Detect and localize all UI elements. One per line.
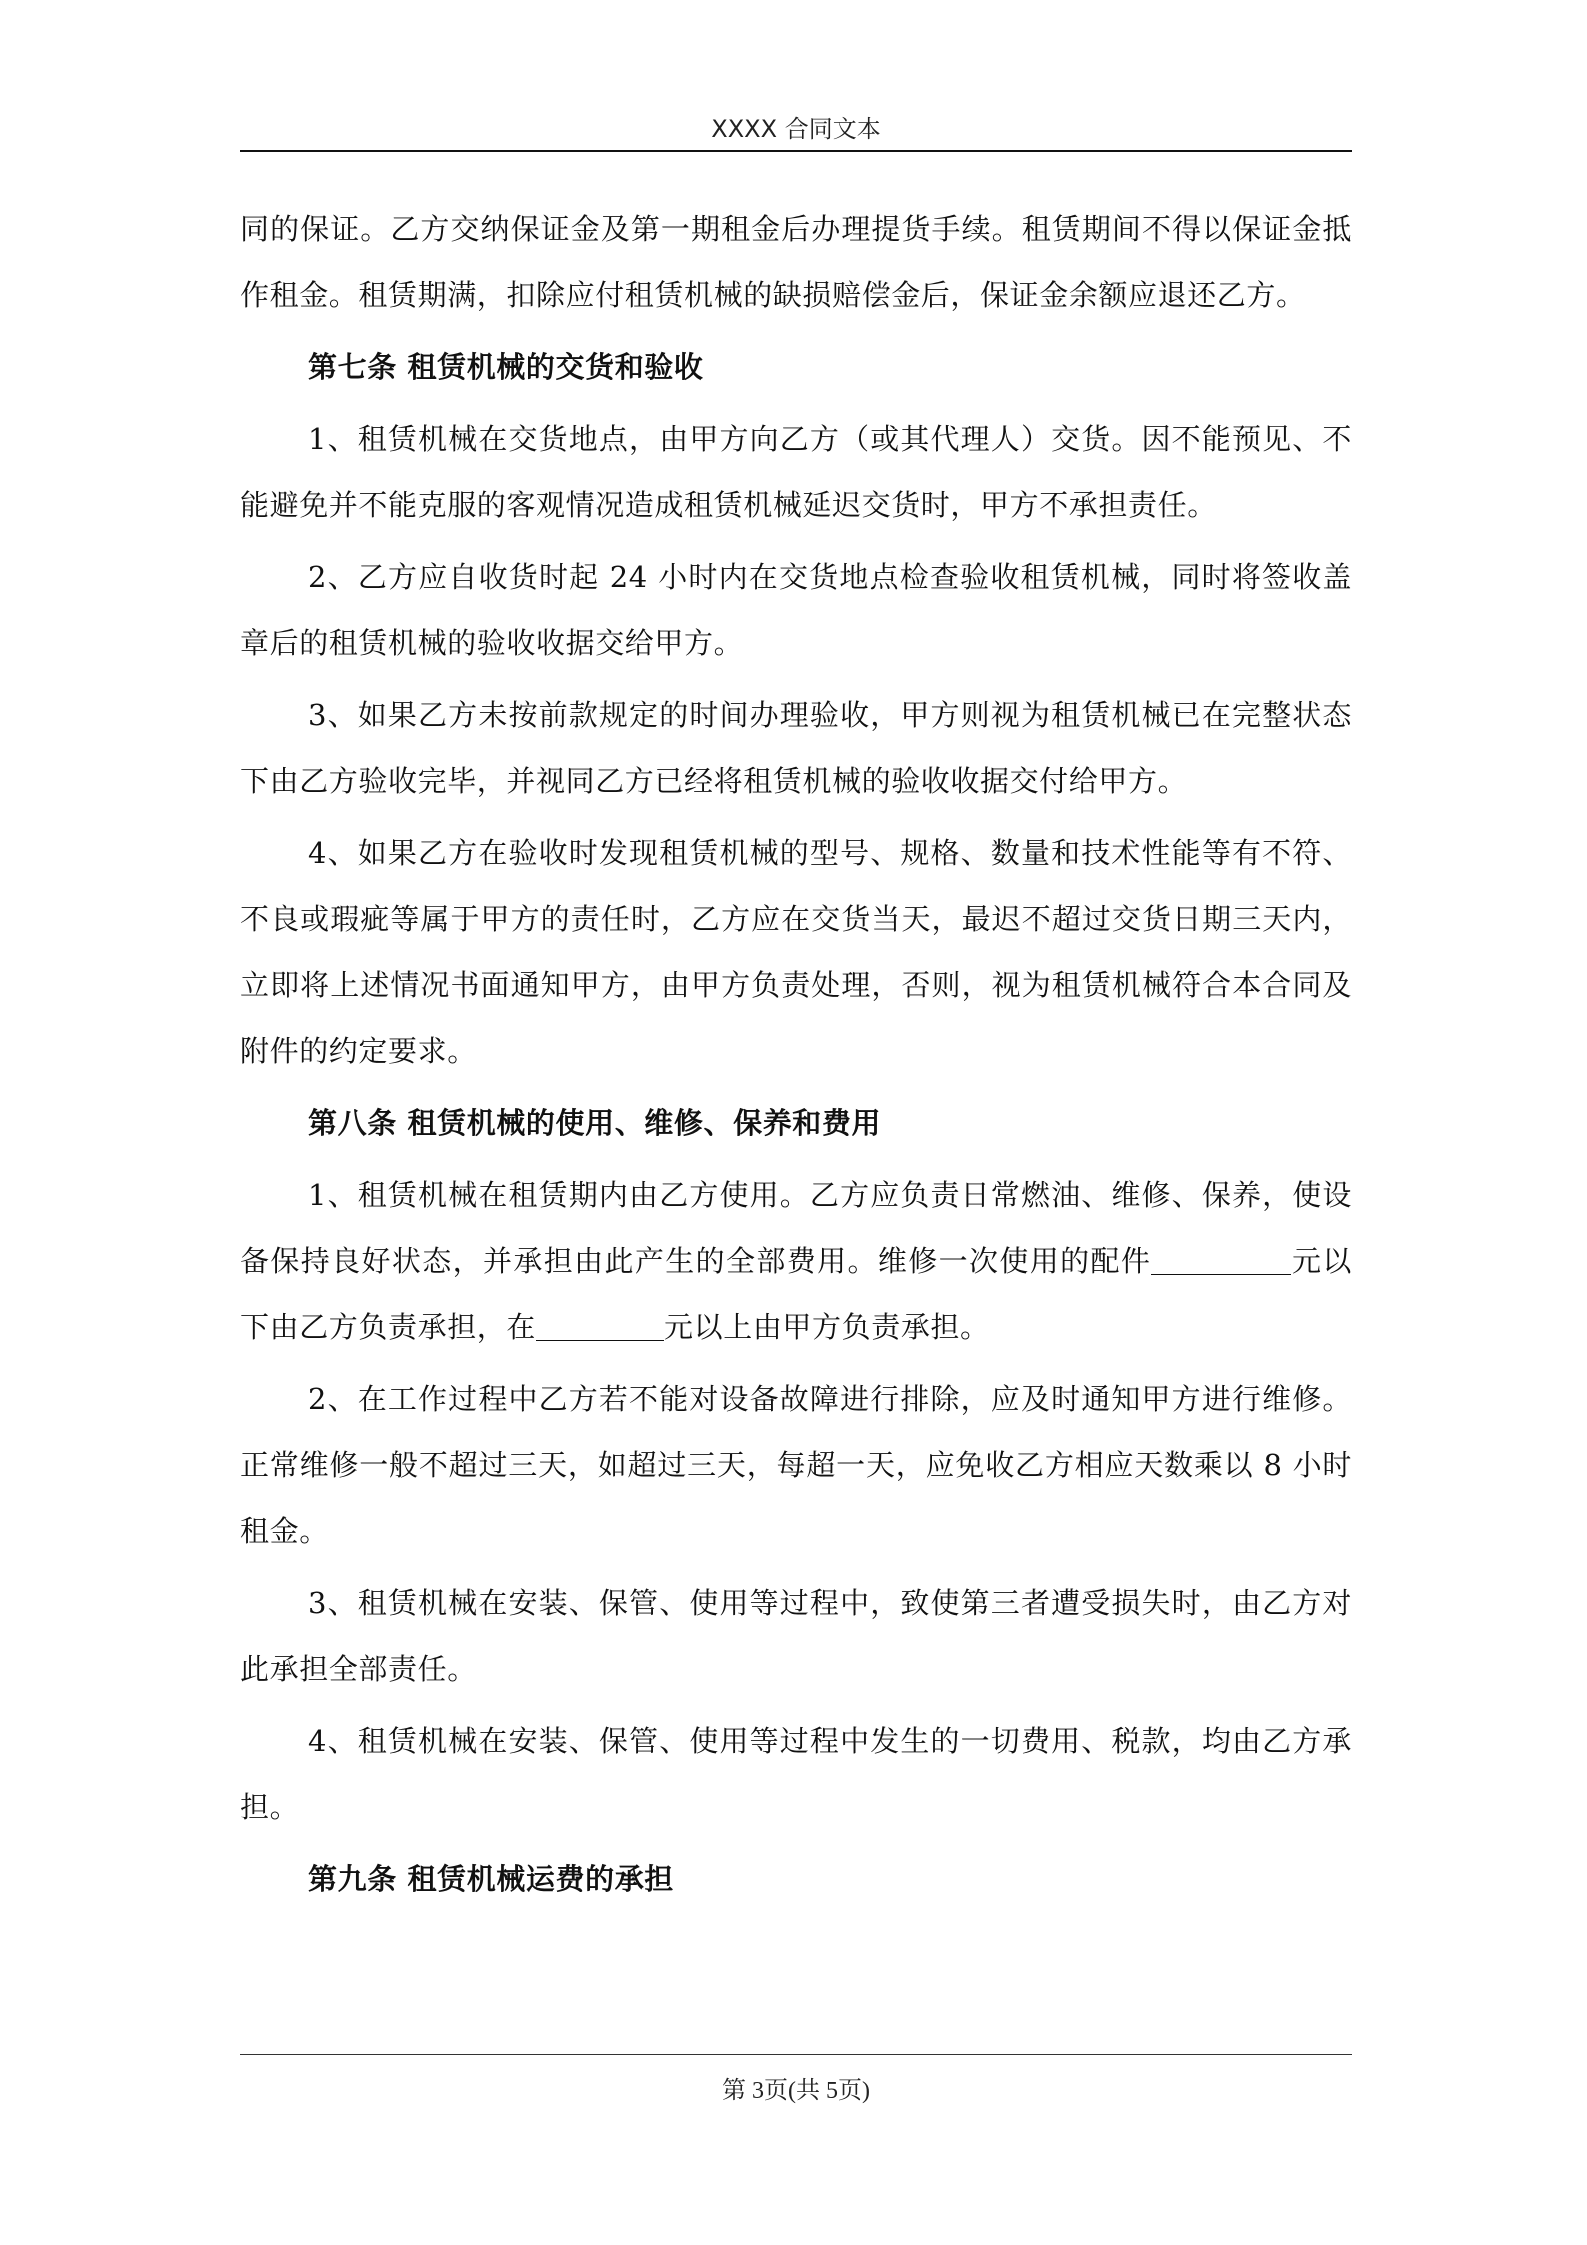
article-7-clause-2: 2、乙方应自收货时起 24 小时内在交货地点检查验收租赁机械，同时将签收盖章后的租赁机械的验收收据交给甲方。 [240,560,1352,660]
article-8-clause-2: 2、在工作过程中乙方若不能对设备故障进行排除，应及时通知甲方进行维修。正常维修一般不超过三天，如超过三天，每超一天，应免收乙方相应天数乘以 8 小时租金。 [240,1382,1352,1548]
clause-text: 元以下由乙方负责承担，在 [240,1244,1352,1344]
footer-divider [240,2054,1352,2055]
article-8-heading: 第八条 租赁机械的使用、维修、保养和费用 [308,1106,882,1140]
clause-text: 1、租赁机械在租赁期内由乙方使用。乙方应负责日常燃油、维修、保养，使设备保持良好状态，并承担由此产生的全部费用。维修一次使用的配件 [240,1178,1352,1278]
header-divider [240,150,1352,152]
article-8-clause-1 [240,1162,1352,1360]
article-9-heading: 第九条 租赁机械运费的承担 [308,1862,674,1896]
paragraph-continuation: 同的保证。乙方交纳保证金及第一期租金后办理提货手续。租赁期间不得以保证金抵作租金。租赁期满，扣除应付租赁机械的缺损赔偿金后，保证金余额应退还乙方。 [240,212,1352,312]
fill-in-blank[interactable] [536,1310,664,1341]
article-7-clause-1: 1、租赁机械在交货地点，由甲方向乙方（或其代理人）交货。因不能预见、不能避免并不能克服的客观情况造成租赁机械延迟交货时，甲方不承担责任。 [240,422,1352,522]
fill-in-blank[interactable] [1151,1244,1247,1275]
article-7-heading: 第七条 租赁机械的交货和验收 [308,350,704,384]
article-8-clause-4: 4、租赁机械在安装、保管、使用等过程中发生的一切费用、税款，均由乙方承担。 [240,1724,1352,1824]
fill-in-blank[interactable] [1247,1244,1291,1275]
article-8-clause-3: 3、租赁机械在安装、保管、使用等过程中，致使第三者遭受损失时，由乙方对此承担全部责任。 [240,1586,1352,1686]
article-7-clause-4: 4、如果乙方在验收时发现租赁机械的型号、规格、数量和技术性能等有不符、不良或瑕疵等属于甲方的责任时，乙方应在交货当天，最迟不超过交货日期三天内，立即将上述情况书面通知甲方，由甲方负责处理，否则，视为租赁机械符合本合同及附件的约定要求。 [240,836,1352,1068]
contract-body [240,196,1352,1918]
article-7-clause-3: 3、如果乙方未按前款规定的时间办理验收，甲方则视为租赁机械已在完整状态下由乙方验收完毕，并视同乙方已经将租赁机械的验收收据交付给甲方。 [240,698,1352,798]
page-header: XXXX 合同文本 [711,115,881,143]
page-number: 第 3页(共 5页) [722,2078,870,2104]
clause-text: 元以上由甲方负责承担。 [664,1310,990,1344]
